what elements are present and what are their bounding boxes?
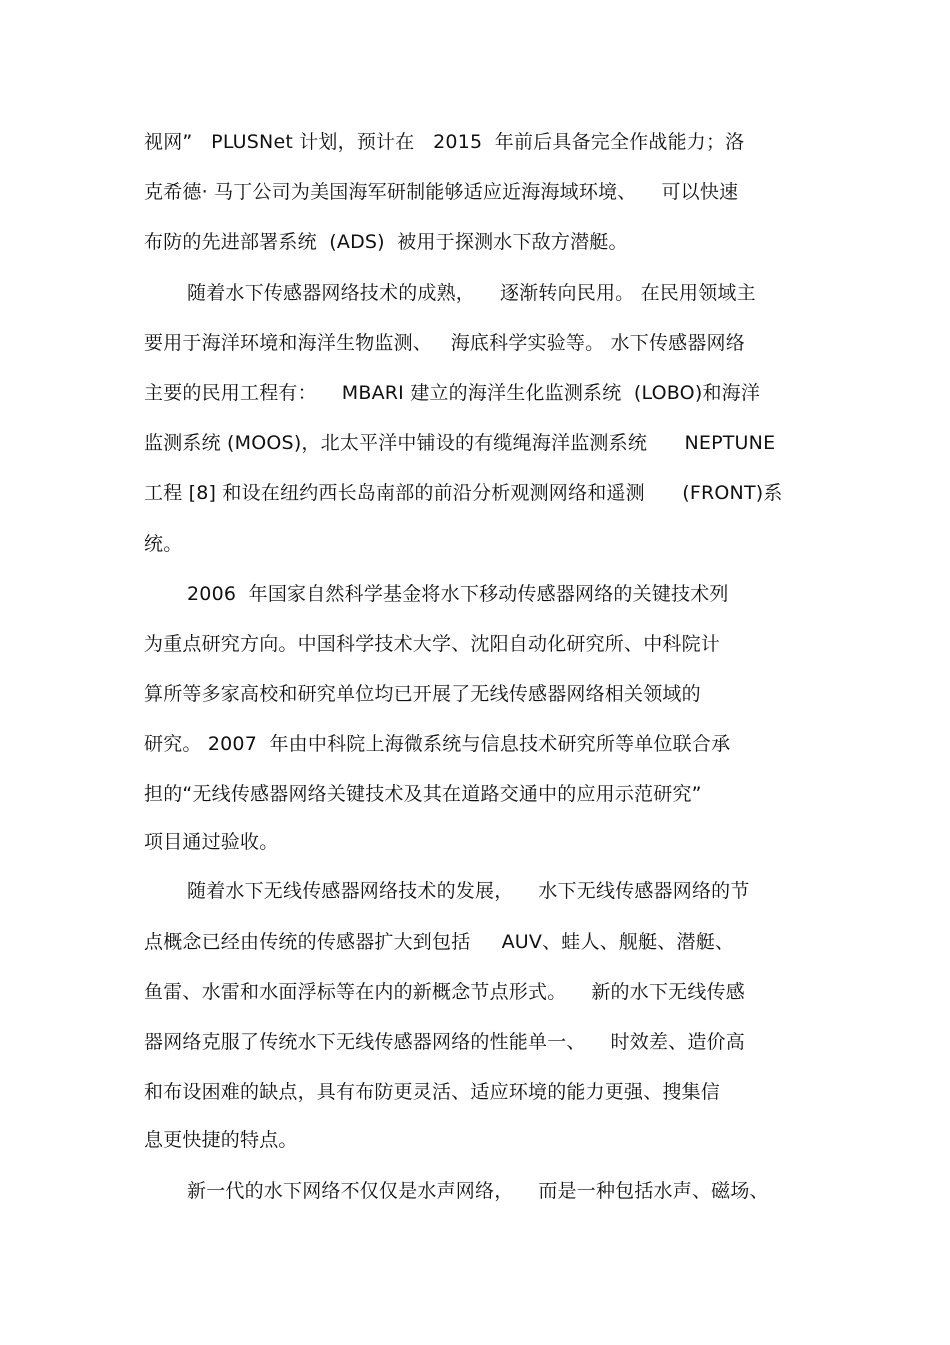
text-line: 统。 xyxy=(144,533,183,555)
text-line: 布防的先进部署系统 (ADS) 被用于探测水下敌方潜艇。 xyxy=(144,231,628,253)
text-line: 克希德· 马丁公司为美国海军研制能够适应近海海域环境、 可以快速 xyxy=(144,181,739,203)
text-line: 主要的民用工程有： MBARI 建立的海洋生化监测系统 (LOBO)和海洋 xyxy=(144,382,761,404)
paragraph-first-line: 随着水下传感器网络技术的成熟， 逐渐转向民用。 在民用领域主 xyxy=(187,282,756,304)
paragraph-first-line: 随着水下无线传感器网络技术的发展， 水下无线传感器网络的节 xyxy=(187,880,750,902)
text-line: 息更快捷的特点。 xyxy=(144,1129,298,1151)
text-line: 鱼雷、水雷和水面浮标等在内的新概念节点形式。 新的水下无线传感 xyxy=(144,981,745,1003)
text-line: 监测系统 (MOOS)，北太平洋中铺设的有缆绳海洋监测系统 NEPTUNE xyxy=(144,432,776,454)
text-line: 项目通过验收。 xyxy=(144,831,279,853)
paragraph-first-line: 2006 年国家自然科学基金将水下移动传感器网络的关键技术列 xyxy=(187,583,729,605)
text-line: 研究。 2007 年由中科院上海微系统与信息技术研究所等单位联合承 xyxy=(144,733,731,755)
text-line: 工程 [8] 和设在纽约西长岛南部的前沿分析观测网络和遥测 (FRONT)系 xyxy=(144,482,783,504)
text-line: 为重点研究方向。中国科学技术大学、沈阳自动化研究所、中科院计 xyxy=(144,633,721,655)
text-line: 器网络克服了传统水下无线传感器网络的性能单一、 时效差、造价高 xyxy=(144,1031,745,1053)
text-line: 和布设困难的缺点，具有布防更灵活、适应环境的能力更强、搜集信 xyxy=(144,1081,721,1103)
text-line: 视网” PLUSNet 计划，预计在 2015 年前后具备完全作战能力；洛 xyxy=(144,131,745,153)
text-line: 担的“无线传感器网络关键技术及其在道路交通中的应用示范研究” xyxy=(144,783,702,805)
text-line: 点概念已经由传统的传感器扩大到包括 AUV、蛙人、舰艇、潜艇、 xyxy=(144,931,735,953)
paragraph-first-line: 新一代的水下网络不仅仅是水声网络， 而是一种包括水声、磁场、 xyxy=(187,1180,769,1202)
text-line: 要用于海洋环境和海洋生物监测、 海底科学实验等。 水下传感器网络 xyxy=(144,332,745,354)
text-line: 算所等多家高校和研究单位均已开展了无线传感器网络相关领域的 xyxy=(144,683,701,705)
